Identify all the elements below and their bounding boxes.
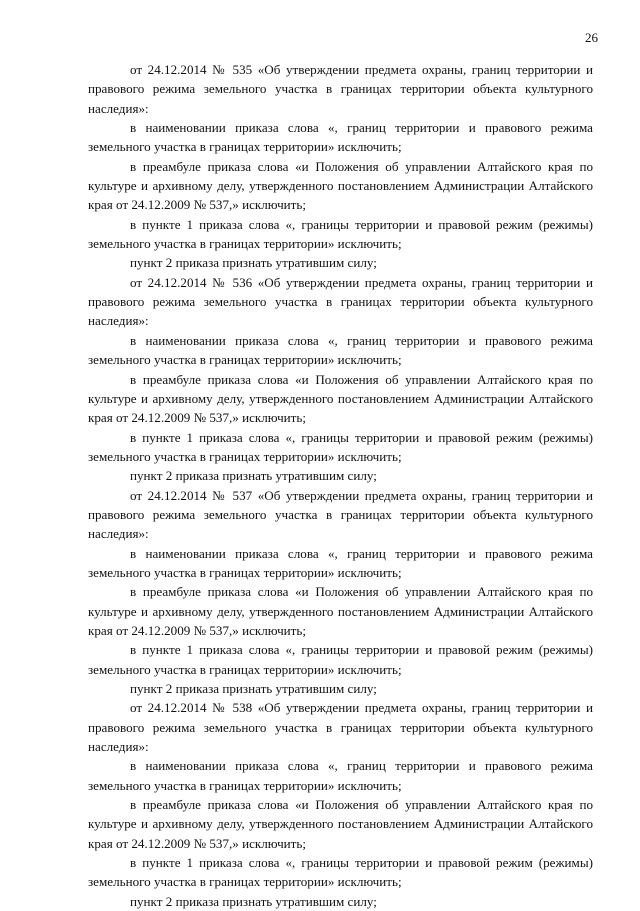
order-535-preamble-amendment: в преамбуле приказа слова «и Положения об управлении Алтайского края по культуре и архивному делу, утвержденного постановлением Администрации Алтайского края от 24.12.2009 № 537,» исключить; (88, 158, 593, 213)
order-535-title-amendment: в наименовании приказа слова «, границ территории и правового режима земельного участка в границах территории» исключить; (88, 120, 593, 155)
order-535-clause-2-repeal: пункт 2 приказа признать утратившим силу; (130, 255, 377, 271)
order-538-reference: от 24.12.2014 № 538 «Об утверждении предмета охраны, границ территории и правового режима земельного участка в границах территории объекта культурного наследия»: (88, 700, 593, 755)
order-538-preamble-amendment: в преамбуле приказа слова «и Положения об управлении Алтайского края по культуре и архивному делу, утвержденного постановлением Администрации Алтайского края от 24.12.2009 № 537,» исключить; (88, 797, 593, 851)
order-535-reference: от 24.12.2014 № 535 «Об утверждении предмета охраны, границ территории и правового режима земельного участка в границах территории объекта культурного наследия»: (88, 62, 593, 116)
order-536-clause-1-amendment: в пункте 1 приказа слова «, границы территории и правовой режим (режимы) земельного участка в границах территории» исключить; (88, 429, 593, 464)
order-536-reference: от 24.12.2014 № 536 «Об утверждении предмета охраны, границ территории и правового режима земельного участка в границах территории объекта культурного наследия»: (88, 274, 593, 329)
order-535-clause-1-amendment: в пункте 1 приказа слова «, границы территории и правовой режим (режимы) земельного участка в границах территории» исключить; (88, 216, 593, 252)
order-536-preamble-amendment: в преамбуле приказа слова «и Положения об управлении Алтайского края по культуре и архивному делу, утвержденного постановлением Администрации Алтайского края от 24.12.2009 № 537,» исключить; (88, 371, 593, 426)
order-537-reference: от 24.12.2014 № 537 «Об утверждении предмета охраны, границ территории и правового режима земельного участка в границах территории объекта культурного наследия»: (88, 487, 593, 542)
order-538-clause-2-repeal: пункт 2 приказа признать утратившим силу; (130, 893, 377, 909)
order-538-clause-1-amendment: в пункте 1 приказа слова «, границы территории и правовой режим (режимы) земельного участка в границах территории» исключить; (88, 855, 593, 890)
order-537-preamble-amendment: в преамбуле приказа слова «и Положения об управлении Алтайского края по культуре и архивному делу, утвержденного постановлением Администрации Алтайского края от 24.12.2009 № 537,» исключить; (88, 584, 593, 638)
page-number: 26 (585, 30, 598, 45)
order-537-clause-1-amendment: в пункте 1 приказа слова «, границы территории и правовой режим (режимы) земельного участка в границах территории» исключить; (88, 642, 593, 677)
order-536-title-amendment: в наименовании приказа слова «, границ территории и правового режима земельного участка в границах территории» исключить; (88, 332, 593, 368)
document-body (88, 60, 593, 911)
order-537-clause-2-repeal: пункт 2 приказа признать утратившим силу; (130, 681, 377, 696)
order-536-clause-2-repeal: пункт 2 приказа признать утратившим силу; (130, 468, 377, 484)
order-537-title-amendment: в наименовании приказа слова «, границ территории и правового режима земельного участка в границах территории» исключить; (88, 545, 593, 580)
order-538-title-amendment: в наименовании приказа слова «, границ территории и правового режима земельного участка в границах территории» исключить; (88, 758, 593, 793)
